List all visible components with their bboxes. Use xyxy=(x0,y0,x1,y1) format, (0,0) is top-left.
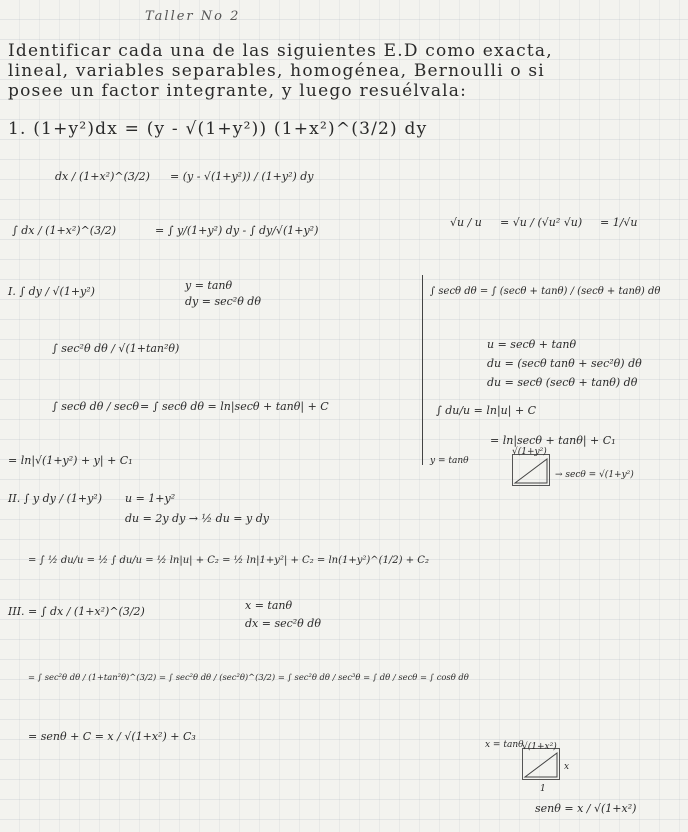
part-iii-sub-1: x = tanθ xyxy=(245,599,293,612)
step2-lhs: ∫ dx / (1+x²)^(3/2) xyxy=(12,224,117,237)
step2-rhs: = ∫ y/(1+y²) dy - ∫ dy/√(1+y²) xyxy=(155,224,319,237)
intro-line-1: Identificar cada una de las siguientes E.D como exacta, xyxy=(8,41,553,61)
part-iii-sen: senθ = x / √(1+x²) xyxy=(535,802,637,815)
part-ii-du: du = 2y dy → ½ du = y dy xyxy=(125,512,269,525)
box-right-res: = ln|secθ + tanθ| + C₁ xyxy=(490,434,616,447)
part-i-sub-2: dy = sec²θ dθ xyxy=(185,295,261,308)
intro-line-3: posee un factor integrante, y luego resuélvala: xyxy=(8,81,468,101)
part-i-result: = ln|√(1+y²) + y| + C₁ xyxy=(8,454,133,467)
part-ii-label: II. ∫ y dy / (1+y²) xyxy=(8,492,102,505)
problem-statement: 1. (1+y²)dx = (y - √(1+y²)) (1+x²)^(3/2) dy xyxy=(8,119,428,139)
box-right-du-1: du = (secθ tanθ + sec²θ) dθ xyxy=(487,357,642,370)
part-i-line-2: ∫ secθ dθ / secθ xyxy=(52,400,139,413)
part-i-label: I. ∫ dy / √(1+y²) xyxy=(8,285,95,298)
part-iii-line-1: = ∫ sec²θ dθ / (1+tan²θ)^(3/2) = ∫ sec²θ dθ / (sec²θ)^(3/2) = ∫ sec²θ dθ / sec³θ = ∫ dθ / secθ = ∫ cosθ dθ xyxy=(28,672,469,682)
step1-lhs: dx / (1+x²)^(3/2) xyxy=(55,170,150,183)
box-right-u: u = secθ + tanθ xyxy=(487,338,577,351)
divider xyxy=(422,275,423,465)
box-right-tri1: y = tanθ xyxy=(430,456,469,466)
part-iii-label: III. = ∫ dx / (1+x²)^(3/2) xyxy=(8,605,145,618)
part-ii-result: = ∫ ½ du/u = ½ ∫ du/u = ½ ln|u| + C₂ = ½ ln|1+y²| + C₂ = ln(1+y²)^(1/2) + C₂ xyxy=(28,555,429,566)
side-root-3: = 1/√u xyxy=(600,216,638,229)
side-root-2: = √u / (√u² √u) xyxy=(500,216,583,229)
part-iii-sub-2: dx = sec²θ dθ xyxy=(245,617,321,630)
box-right-int: ∫ du/u = ln|u| + C xyxy=(436,404,537,417)
part-i-line-1: ∫ sec²θ dθ / √(1+tan²θ) xyxy=(52,342,180,355)
page-title: Taller No 2 xyxy=(145,9,241,24)
part-iii-tri1: x = tanθ xyxy=(485,740,524,750)
box-right-tri2: → secθ = √(1+y²) xyxy=(555,470,634,480)
part-i-sub-1: y = tanθ xyxy=(185,279,233,292)
intro-line-2: lineal, variables separables, homogénea, Bernoulli o si xyxy=(8,61,545,81)
side-root-1: √u / u xyxy=(450,216,482,229)
part-ii-sub: u = 1+y² xyxy=(125,492,176,505)
step1-rhs: = (y - √(1+y²)) / (1+y²) dy xyxy=(170,170,314,183)
part-i-line-2b: = ∫ secθ dθ = ln|secθ + tanθ| + C xyxy=(140,400,329,413)
part-iii-line-2: = senθ + C = x / √(1+x²) + C₃ xyxy=(28,730,196,743)
tri-label-1: √(1+y²) xyxy=(512,447,547,457)
box-right-du-2: du = secθ (secθ + tanθ) dθ xyxy=(487,376,638,389)
tri-1-label: 1 xyxy=(540,784,546,794)
box-right-top: ∫ secθ dθ = ∫ (secθ + tanθ) / (secθ + tanθ) dθ xyxy=(430,286,661,297)
tri-x-label: x xyxy=(564,762,570,772)
tri-label-2: √(1+x²) xyxy=(522,742,557,752)
